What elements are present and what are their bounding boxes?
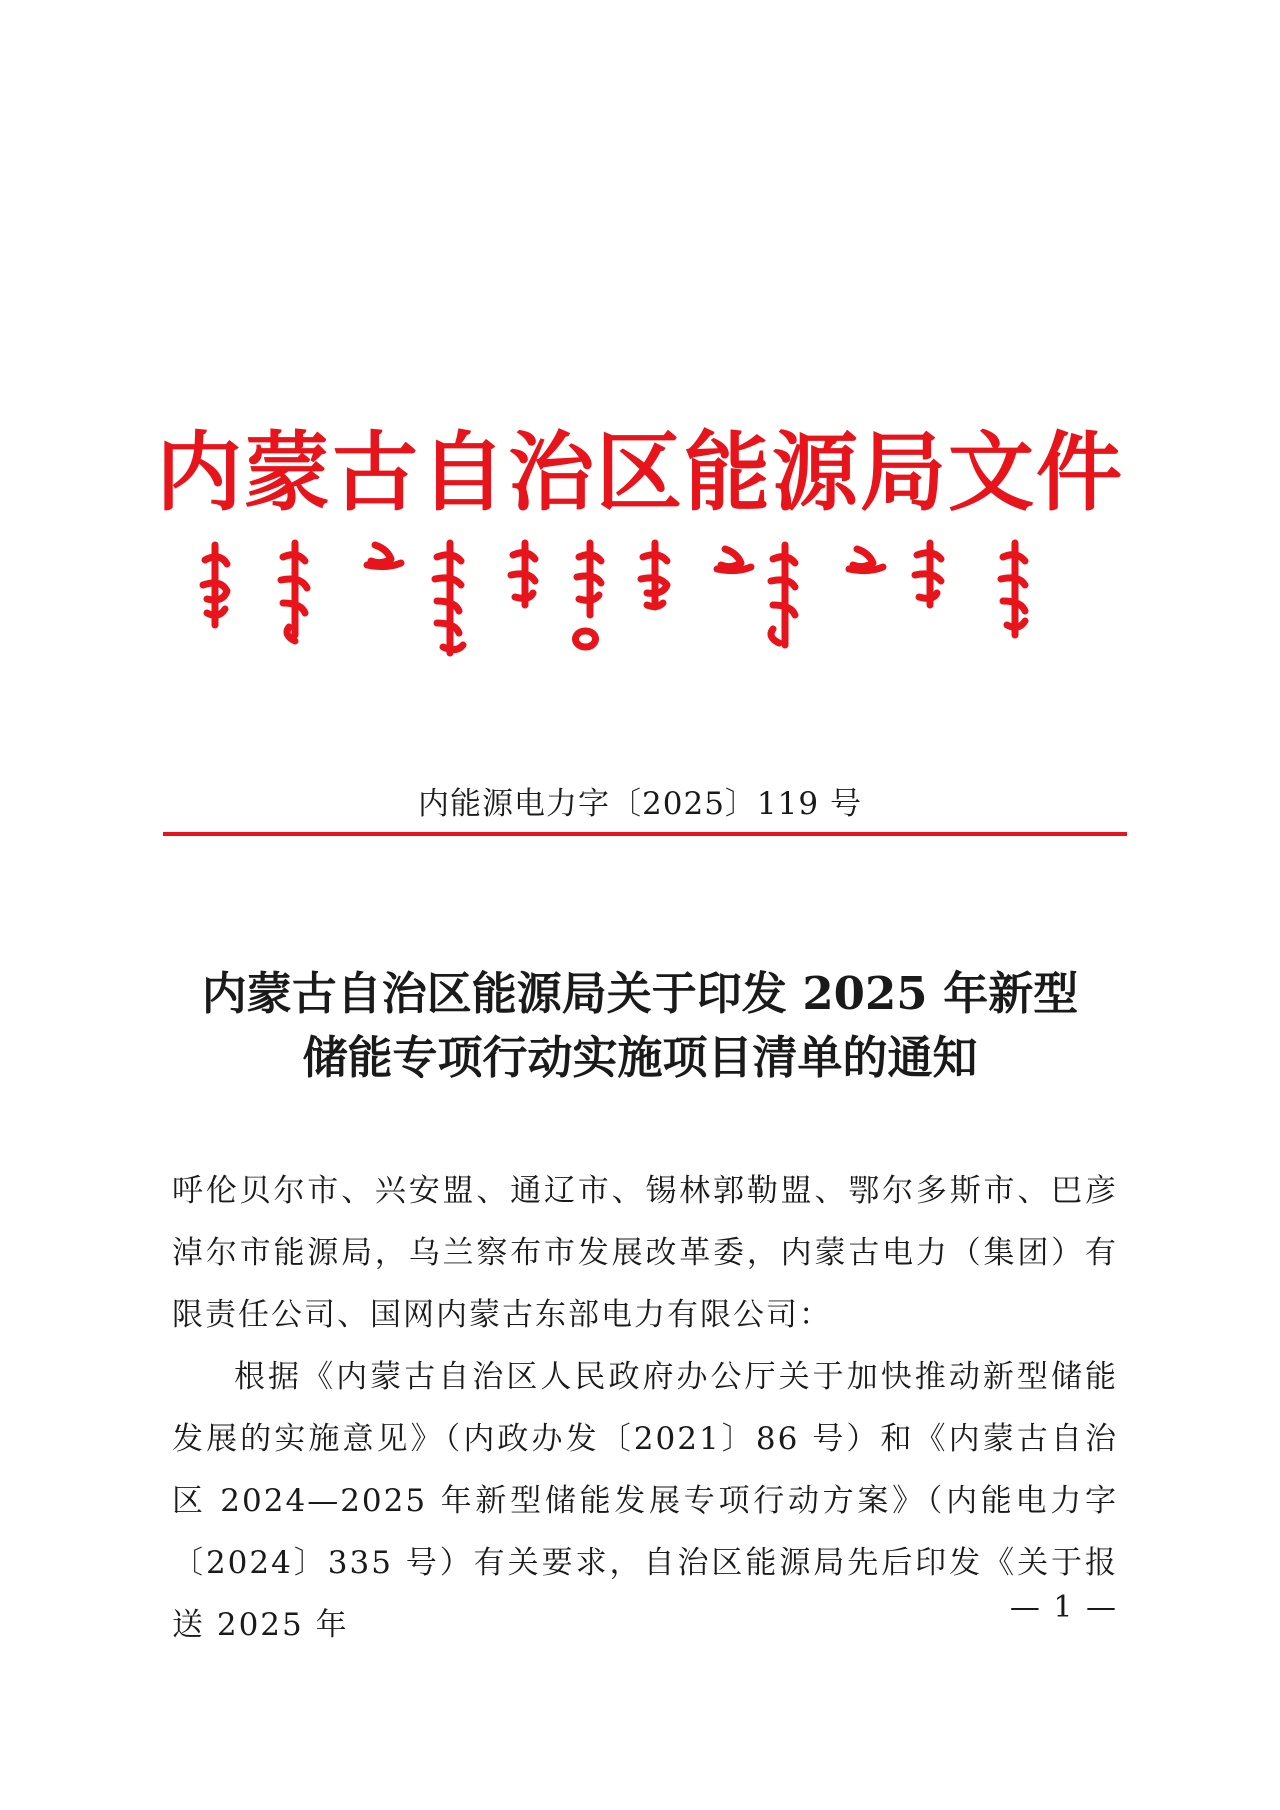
document-title [140,962,1140,1090]
recipients-paragraph: 呼伦贝尔市、兴安盟、通辽市、锡林郭勒盟、鄂尔多斯市、巴彦淖尔市能源局，乌兰察布市发展改革委，内蒙古电力（集团）有限责任公司、国网内蒙古东部电力有限公司： [172,1173,1118,1333]
page-number: — 1 — [1009,1590,1118,1625]
document-title-line-1: 内蒙古自治区能源局关于印发 2025 年新型 [201,967,1079,1020]
document-number: 内能源电力字〔2025〕119 号 [418,786,862,822]
masthead-title: 内蒙古自治区能源局文件 [156,423,1124,523]
document-title-line-2: 储能专项行动实施项目清单的通知 [302,1031,978,1084]
body-paragraph: 根据《内蒙古自治区人民政府办公厅关于加快推动新型储能发展的实施意见》（内政办发〔2021〕86 号）和《内蒙古自治区 2024—2025 年新型储能发展专项行动方案》（内能电力字〔2024〕335 号）有关要求，自治区能源局先后印发《关于报送 2025 年 [172,1359,1118,1643]
document-body [172,1160,1118,1656]
red-divider-line [163,832,1127,836]
mongolian-script-logo [185,535,1095,680]
